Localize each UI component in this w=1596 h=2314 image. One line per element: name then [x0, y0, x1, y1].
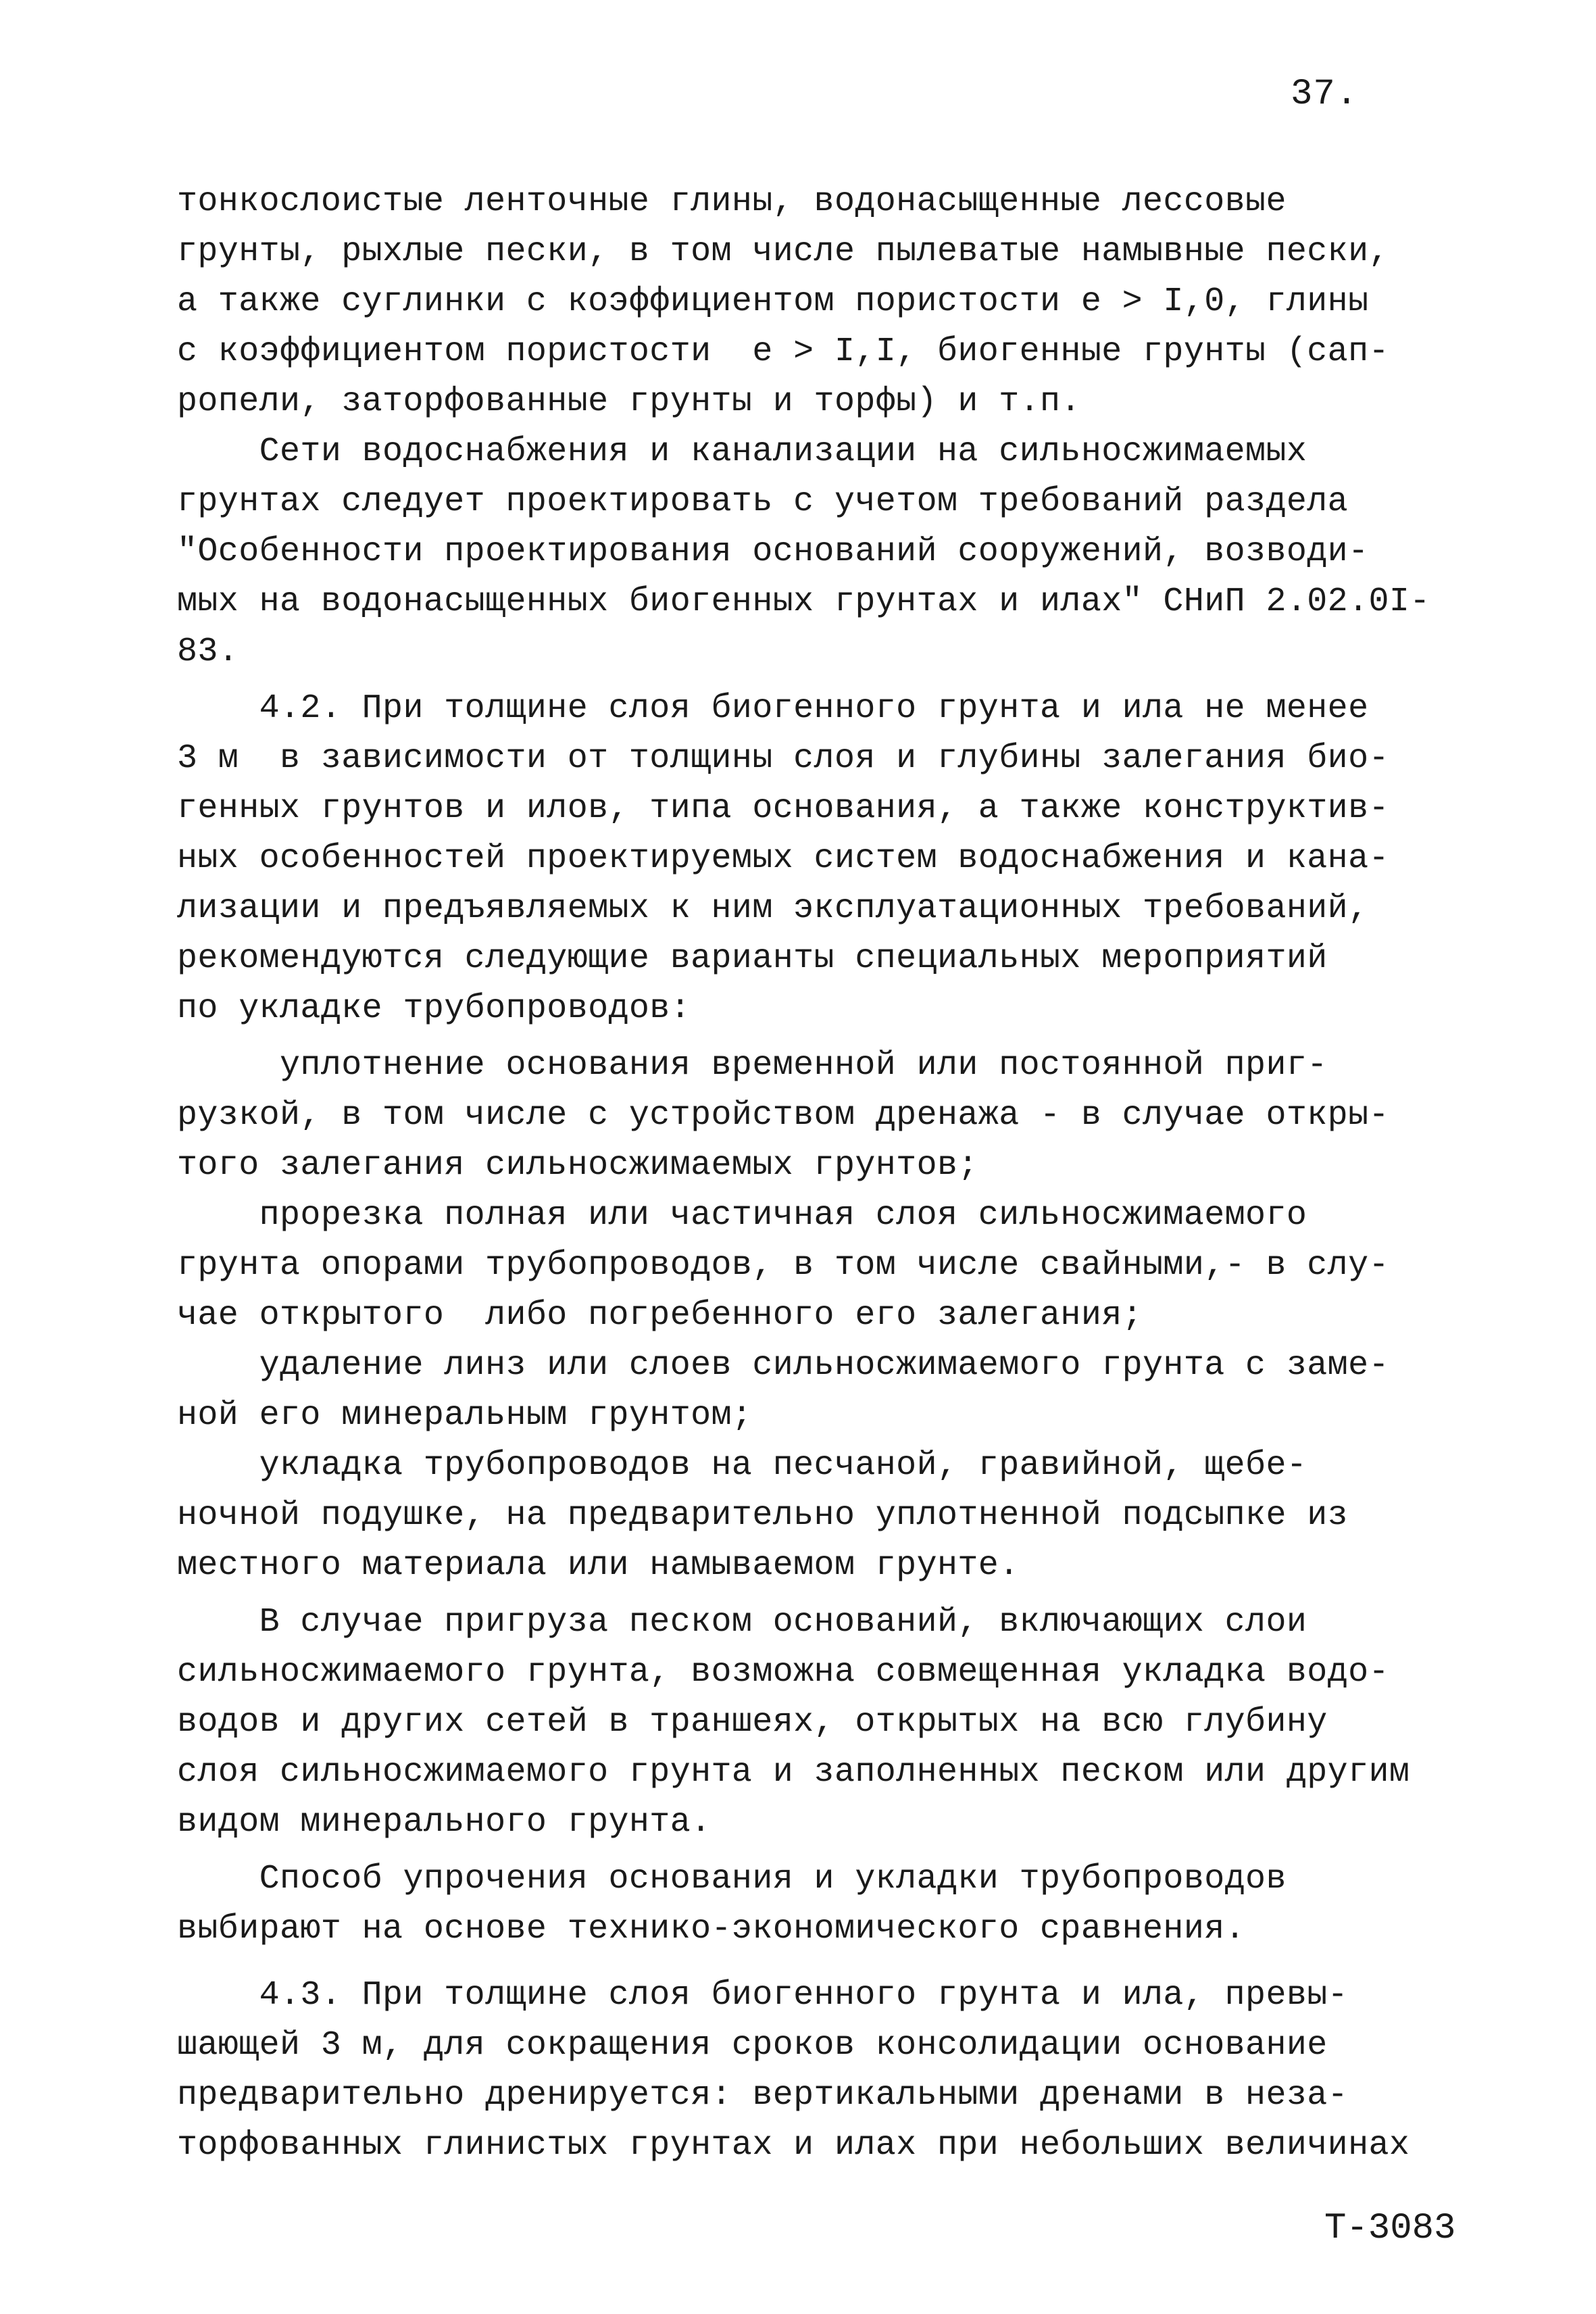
text-line: тонкослоистые ленточные глины, водонасыщенные лессовые [177, 182, 1287, 221]
spacer [177, 1034, 1427, 1041]
spacer [177, 1954, 1427, 1971]
text-line: выбирают на основе технико-экономического сравнения. [177, 1910, 1246, 1948]
text-line: В случае пригруза песком оснований, включающих слои [177, 1603, 1307, 1642]
text-line: ной его минеральным грунтом; [177, 1396, 753, 1435]
text-line: прорезка полная или частичная слоя сильносжимаемого [177, 1196, 1307, 1235]
text-line: видом минерального грунта. [177, 1803, 712, 1842]
text-line: ропели, заторфованные грунты и торфы) и т.п. [177, 383, 1081, 421]
text-line: слоя сильносжимаемого грунта и заполненных песком или другим [177, 1753, 1410, 1792]
text-line: укладка трубопроводов на песчаной, гравийной, щебе- [177, 1446, 1307, 1485]
text-line: 4.2. При толщине слоя биогенного грунта и ила не менее [177, 689, 1369, 728]
paragraph [177, 684, 1427, 1034]
text-line: шающей 3 м, для сокращения сроков консолидации основание [177, 2026, 1328, 2065]
paragraph [177, 1041, 1427, 1191]
paragraph [177, 427, 1430, 677]
text-line: рекомендуются следующие варианты специальных мероприятий [177, 939, 1328, 978]
spacer [177, 677, 1427, 684]
text-line: 4.3. При толщине слоя биогенного грунта и ила, превы- [177, 1976, 1349, 2015]
text-line: с коэффициентом пористости e > I,I, биогенные грунты (сап- [177, 333, 1389, 371]
paragraph [177, 1971, 1427, 2171]
text-line: грунтах следует проектировать с учетом требований раздела [177, 483, 1349, 521]
text-line: ных особенностей проектируемых систем водоснабжения и кана- [177, 839, 1389, 878]
text-line: генных грунтов и илов, типа основания, а также конструктив- [177, 789, 1389, 828]
text-line: грунта опорами трубопроводов, в том числе свайными,- в слу- [177, 1246, 1389, 1285]
text-line: мых на водонасыщенных биогенных грунтах и илах" СНиП 2.02.0I- [177, 583, 1430, 621]
body-text [177, 177, 1430, 2171]
paragraph [177, 1598, 1427, 1848]
page-number: 37. [1291, 74, 1359, 115]
paragraph [177, 177, 1427, 427]
text-line: Способ упрочения основания и укладки трубопроводов [177, 1860, 1287, 1898]
text-line: рузкой, в том числе с устройством дренажа - в случае откры- [177, 1096, 1389, 1135]
text-line: того залегания сильносжимаемых грунтов; [177, 1146, 978, 1185]
text-line: предварительно дренируется: вертикальными дренами в неза- [177, 2076, 1349, 2115]
text-line: "Особенности проектирования оснований сооружений, возводи- [177, 533, 1369, 571]
text-line: а также суглинки с коэффициентом пористости e > I,0, глины [177, 282, 1369, 321]
spacer [177, 1591, 1427, 1598]
text-line: лизации и предъявляемых к ним эксплуатационных требований, [177, 889, 1369, 928]
paragraph [177, 1441, 1427, 1591]
paragraph [177, 1854, 1427, 1954]
document-code: Т-3083 [1324, 2208, 1456, 2249]
text-line: сильносжимаемого грунта, возможна совмещенная укладка водо- [177, 1653, 1389, 1692]
spacer [177, 1848, 1427, 1854]
paragraph [177, 1341, 1427, 1441]
text-line: Сети водоснабжения и канализации на сильносжимаемых [177, 433, 1307, 471]
text-line: грунты, рыхлые пески, в том числе пылеватые намывные пески, [177, 232, 1389, 271]
text-line: местного материала или намываемом грунте. [177, 1546, 1020, 1585]
text-line: торфованных глинистых грунтах и илах при небольших величинах [177, 2126, 1410, 2165]
text-line: 83. [177, 633, 239, 671]
text-line: 3 м в зависимости от толщины слоя и глубины залегания био- [177, 739, 1389, 778]
text-line: водов и других сетей в траншеях, открытых на всю глубину [177, 1703, 1328, 1742]
text-line: уплотнение основания временной или постоянной приг- [177, 1046, 1328, 1085]
paragraph [177, 1191, 1427, 1341]
text-line: ночной подушке, на предварительно уплотненной подсыпке из [177, 1496, 1349, 1535]
text-line: по укладке трубопроводов: [177, 989, 691, 1028]
text-line: удаление линз или слоев сильносжимаемого грунта с заме- [177, 1346, 1389, 1385]
text-line: чае открытого либо погребенного его залегания; [177, 1296, 1143, 1335]
